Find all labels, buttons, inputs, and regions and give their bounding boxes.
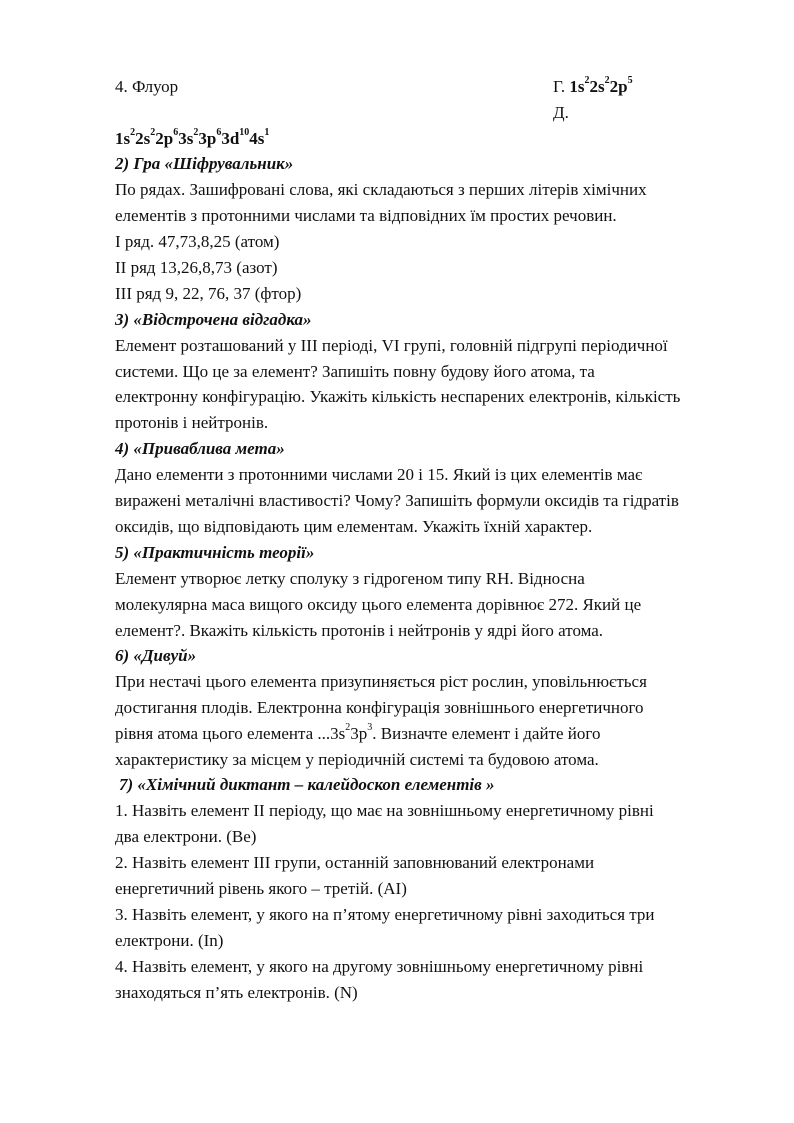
section-7-line: знаходяться п’ять електронів. (N) xyxy=(115,983,358,1002)
section-6-line-config: рівня атома цього елемента $...3s^23p^3$. Визначте елемент і дайте його xyxy=(115,722,601,743)
section-6-line: характеристику за місцем у періодичній системі та будовою атома. xyxy=(115,750,599,769)
formula-d: $1s^22s^22p^63s^23p^63d^{10}4s^1$ xyxy=(115,127,270,148)
section-3-heading: 3) «Відстрочена відгадка» xyxy=(115,310,312,329)
section-2-line: елементів з протонними числами та відповідних їм простих речовин. xyxy=(115,206,617,225)
section-2-heading: 2) Гра «Шіфрувальник» xyxy=(115,154,294,173)
section-4-heading: 4) «Приваблива мета» xyxy=(115,439,285,458)
section-7-line: 2. Назвіть елемент ІІІ групи, останній заповнюваний електронами xyxy=(115,853,595,872)
section-4-line: Дано елементи з протонними числами 20 і 15. Який із цих елементів має xyxy=(115,465,643,484)
section-6-line: достигання плодів. Електронна конфігурація зовнішнього енергетичного xyxy=(115,698,644,717)
section-2-line: ІІ ряд 13,26,8,73 (азот) xyxy=(115,258,278,277)
section-3-line: Елемент розташований у ІІІ періоді, VІ групі, головній підгрупі періодичної xyxy=(115,336,668,355)
section-7-line: енергетичний рівень якого – третій. (АІ) xyxy=(115,879,407,898)
section-5-line: Елемент утворює летку сполуку з гідрогеном типу RH. Відносна xyxy=(115,569,585,588)
formula-g: $1s^22s^22p^5$ xyxy=(569,75,633,96)
section-7-line: два електрони. (Ве) xyxy=(115,827,257,846)
section-5-line: елемент?. Вкажіть кількість протонів і нейтронів у ядрі його атома. xyxy=(115,621,604,640)
section-7-line: електрони. (In) xyxy=(115,931,224,950)
section-5-heading: 5) «Практичність теорії» xyxy=(115,543,315,562)
section-7-line: 4. Назвіть елемент, у якого на другому зовнішньому енергетичному рівні xyxy=(115,957,644,976)
section-2-line: По рядах. Зашифровані слова, які складаються з перших літерів хімічних xyxy=(115,180,647,199)
option-4-fluorine: 4. Флуор xyxy=(115,77,179,96)
section-6-heading: 6) «Дивуй» xyxy=(115,646,197,665)
section-6-line: При нестачі цього елемента призупиняється ріст рослин, уповільнюється xyxy=(115,672,647,691)
section-4-line: оксидів, що відповідають цим елементам. Укажіть їхній характер. xyxy=(115,517,593,536)
option-g-formula: Г. $1s^22s^22p^5$ xyxy=(553,75,633,96)
section-2-line: ІІІ ряд 9, 22, 76, 37 (фтор) xyxy=(115,284,302,303)
section-7-line: 3. Назвіть елемент, у якого на п’ятому енергетичному рівні заходиться три xyxy=(115,905,655,924)
section-7-heading: 7) «Хімічний диктант – калейдоскоп елементів » xyxy=(119,775,495,794)
section-7-line: 1. Назвіть елемент ІІ періоду, що має на зовнішньому енергетичному рівні xyxy=(115,801,654,820)
section-5-line: молекулярна маса вищого оксиду цього елемента дорівнює 272. Який це xyxy=(115,595,642,614)
section-3-line: системи. Що це за елемент? Запишіть повну будову його атома, та xyxy=(115,362,595,381)
section-2-line: І ряд. 47,73,8,25 (атом) xyxy=(115,232,280,251)
section-3-line: протонів і нейтронів. xyxy=(115,413,269,432)
option-d-label: Д. xyxy=(553,103,569,122)
section-3-line: електронну конфігурацію. Укажіть кількість неспарених електронів, кількість xyxy=(115,387,681,406)
section-4-line: виражені металічні властивості? Чому? Запишіть формули оксидів та гідратів xyxy=(115,491,679,510)
